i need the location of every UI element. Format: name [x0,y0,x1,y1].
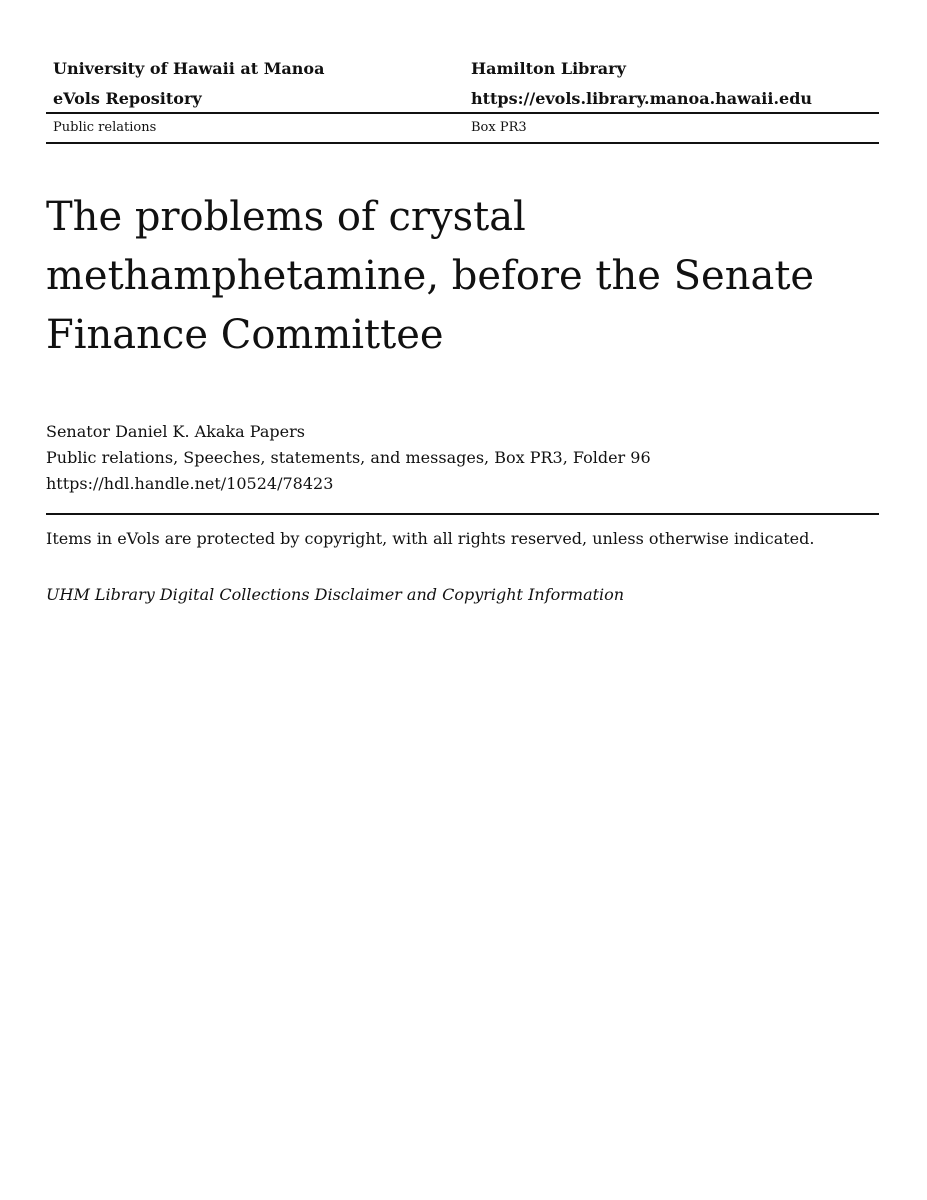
repository-url: https://evols.library.manoa.hawaii.edu [471,89,813,108]
header-row-1 [46,52,879,82]
library-name: Hamilton Library [471,59,626,78]
handle-link[interactable]: https://hdl.handle.net/10524/78423 [46,474,334,493]
document-metadata [46,419,651,497]
section-divider [46,513,879,515]
collection-name: Senator Daniel K. Akaka Papers [46,422,305,441]
disclaimer-link[interactable]: UHM Library Digital Collections Disclaimer and Copyright Information [46,585,625,604]
folder-location: Public relations, Speeches, statements, and messages, Box PR3, Folder 96 [46,448,651,467]
repository-name: eVols Repository [53,89,202,108]
collection-series: Public relations [53,120,157,135]
header-row-3 [46,114,879,142]
institution-name: University of Hawaii at Manoa [53,59,325,78]
repository-header [46,52,879,144]
header-row-2 [46,82,879,112]
box-label: Box PR3 [471,120,527,135]
header-bottom-rule [46,142,879,144]
rights-statement: Items in eVols are protected by copyright, with all rights reserved, unless otherwise indicated. [46,529,815,548]
document-title: The problems of crystal methamphetamine, before the Senate Finance Committee [46,194,815,358]
